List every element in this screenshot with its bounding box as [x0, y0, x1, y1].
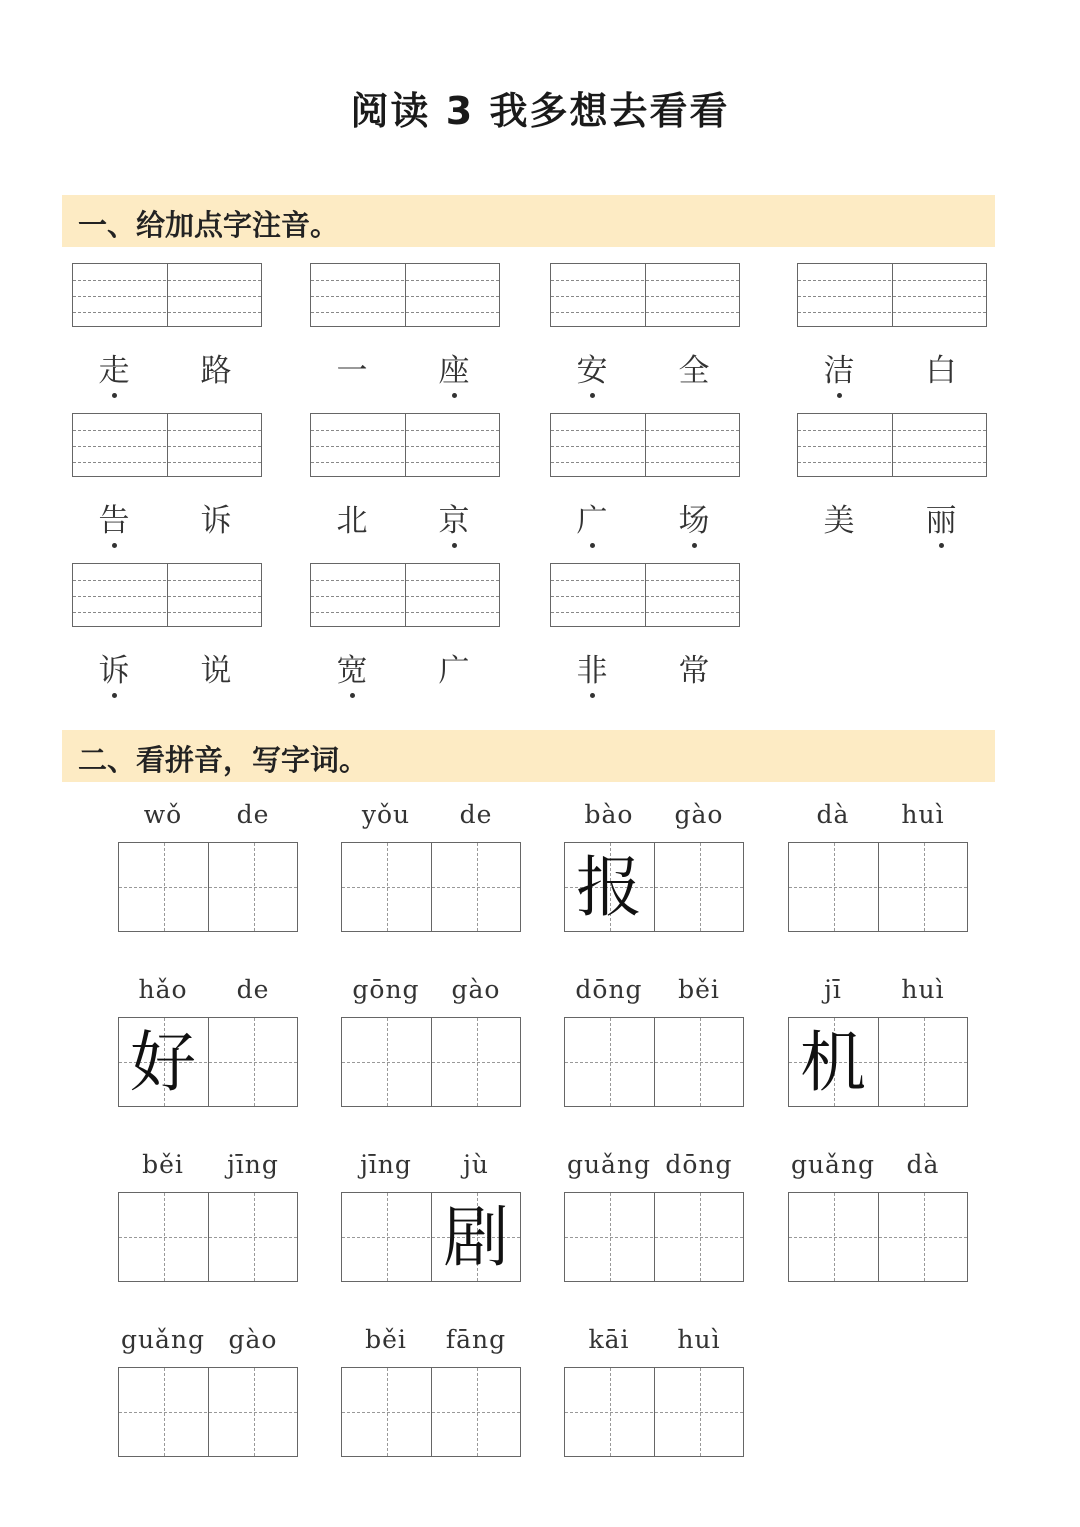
word-character: 诉: [94, 645, 134, 690]
pinyin-answer-box[interactable]: [550, 563, 740, 627]
pinyin-answer-box[interactable]: [550, 413, 740, 477]
pinyin-syllable: gōng: [352, 975, 420, 1004]
character-writing-grid[interactable]: [341, 1017, 521, 1107]
emphasis-dot-icon: [112, 693, 117, 698]
pinyin-syllable: huì: [901, 800, 945, 829]
emphasis-dot-icon: [350, 693, 355, 698]
pinyin-syllable: fāng: [445, 1325, 507, 1354]
word-character: 安: [572, 345, 612, 390]
pinyin-answer-box[interactable]: [310, 263, 500, 327]
emphasis-dot-icon: [590, 543, 595, 548]
emphasis-dot-icon: [692, 543, 697, 548]
word-character: 告: [94, 495, 134, 540]
pinyin-syllable: bào: [584, 800, 634, 829]
pinyin-syllable: huì: [677, 1325, 721, 1354]
pinyin-syllable: běi: [365, 1325, 407, 1354]
emphasis-dot-icon: [452, 393, 457, 398]
pinyin-syllable: de: [459, 800, 493, 829]
pinyin-syllable: jī: [824, 975, 842, 1004]
page-title: 阅读 3 我多想去看看: [350, 89, 730, 133]
word-character: 诉: [200, 503, 232, 539]
emphasis-dot-icon: [939, 543, 944, 548]
emphasis-dot-icon: [837, 393, 842, 398]
pinyin-syllable: dà: [906, 1150, 940, 1179]
prefilled-character: 报: [576, 849, 642, 926]
prefilled-character: 好: [130, 1024, 196, 1101]
pinyin-answer-box[interactable]: [72, 563, 262, 627]
character-writing-grid[interactable]: [788, 1192, 968, 1282]
word-character: 说: [200, 653, 232, 689]
pinyin-syllable: guǎng: [566, 1150, 652, 1179]
character-writing-grid[interactable]: [341, 1192, 521, 1282]
character-writing-grid[interactable]: [564, 1367, 744, 1457]
character-writing-grid[interactable]: [118, 1192, 298, 1282]
pinyin-answer-box[interactable]: [310, 413, 500, 477]
pinyin-syllable: dà: [816, 800, 850, 829]
pinyin-syllable: běi: [142, 1150, 184, 1179]
character-writing-grid[interactable]: [788, 1017, 968, 1107]
word-character: 京: [434, 495, 474, 540]
emphasis-dot-icon: [452, 543, 457, 548]
character-writing-grid[interactable]: [564, 1192, 744, 1282]
word-character: 一: [336, 353, 368, 389]
pinyin-syllable: gào: [228, 1325, 278, 1354]
word-character: 路: [200, 353, 232, 389]
pinyin-answer-box[interactable]: [797, 413, 987, 477]
word-character: 全: [678, 353, 710, 389]
character-writing-grid[interactable]: [788, 842, 968, 932]
pinyin-syllable: de: [236, 800, 270, 829]
pinyin-syllable: běi: [678, 975, 720, 1004]
pinyin-syllable: guǎng: [790, 1150, 876, 1179]
character-writing-grid[interactable]: [341, 842, 521, 932]
section-1-heading: 一、给加点字注音。: [78, 208, 340, 242]
section-2-header: [62, 730, 995, 782]
pinyin-syllable: jīng: [227, 1150, 279, 1179]
word-character: 座: [434, 345, 474, 390]
word-character: 丽: [921, 495, 961, 540]
word-character: 宽: [332, 645, 372, 690]
pinyin-answer-box[interactable]: [72, 263, 262, 327]
pinyin-syllable: de: [236, 975, 270, 1004]
pinyin-syllable: huì: [901, 975, 945, 1004]
pinyin-syllable: yǒu: [361, 800, 411, 829]
character-writing-grid[interactable]: [564, 842, 744, 932]
word-character: 常: [678, 653, 710, 689]
word-character: 广: [438, 653, 470, 689]
emphasis-dot-icon: [112, 543, 117, 548]
word-character: 场: [674, 495, 714, 540]
emphasis-dot-icon: [590, 393, 595, 398]
pinyin-answer-box[interactable]: [550, 263, 740, 327]
pinyin-syllable: dōng: [665, 1150, 733, 1179]
character-writing-grid[interactable]: [341, 1367, 521, 1457]
word-character: 洁: [819, 345, 859, 390]
pinyin-syllable: guǎng: [120, 1325, 206, 1354]
pinyin-syllable: gào: [674, 800, 724, 829]
pinyin-syllable: jīng: [360, 1150, 412, 1179]
prefilled-character: 机: [800, 1024, 866, 1101]
pinyin-syllable: gào: [451, 975, 501, 1004]
character-writing-grid[interactable]: [564, 1017, 744, 1107]
pinyin-syllable: dōng: [575, 975, 643, 1004]
pinyin-syllable: wǒ: [143, 800, 183, 829]
word-character: 北: [336, 503, 368, 539]
pinyin-syllable: jù: [463, 1150, 489, 1179]
character-writing-grid[interactable]: [118, 1017, 298, 1107]
section-2-heading: 二、看拼音，写字词。: [78, 743, 369, 777]
character-writing-grid[interactable]: [118, 1367, 298, 1457]
word-character: 非: [572, 645, 612, 690]
word-character: 美: [823, 503, 855, 539]
word-character: 白: [925, 353, 957, 389]
section-1-header: [62, 195, 995, 247]
word-character: 广: [572, 495, 612, 540]
pinyin-syllable: kāi: [588, 1325, 630, 1354]
character-writing-grid[interactable]: [118, 842, 298, 932]
emphasis-dot-icon: [112, 393, 117, 398]
prefilled-character: 剧: [443, 1199, 509, 1276]
pinyin-answer-box[interactable]: [797, 263, 987, 327]
pinyin-syllable: hǎo: [138, 975, 188, 1004]
pinyin-answer-box[interactable]: [310, 563, 500, 627]
pinyin-answer-box[interactable]: [72, 413, 262, 477]
emphasis-dot-icon: [590, 693, 595, 698]
word-character: 走: [94, 345, 134, 390]
